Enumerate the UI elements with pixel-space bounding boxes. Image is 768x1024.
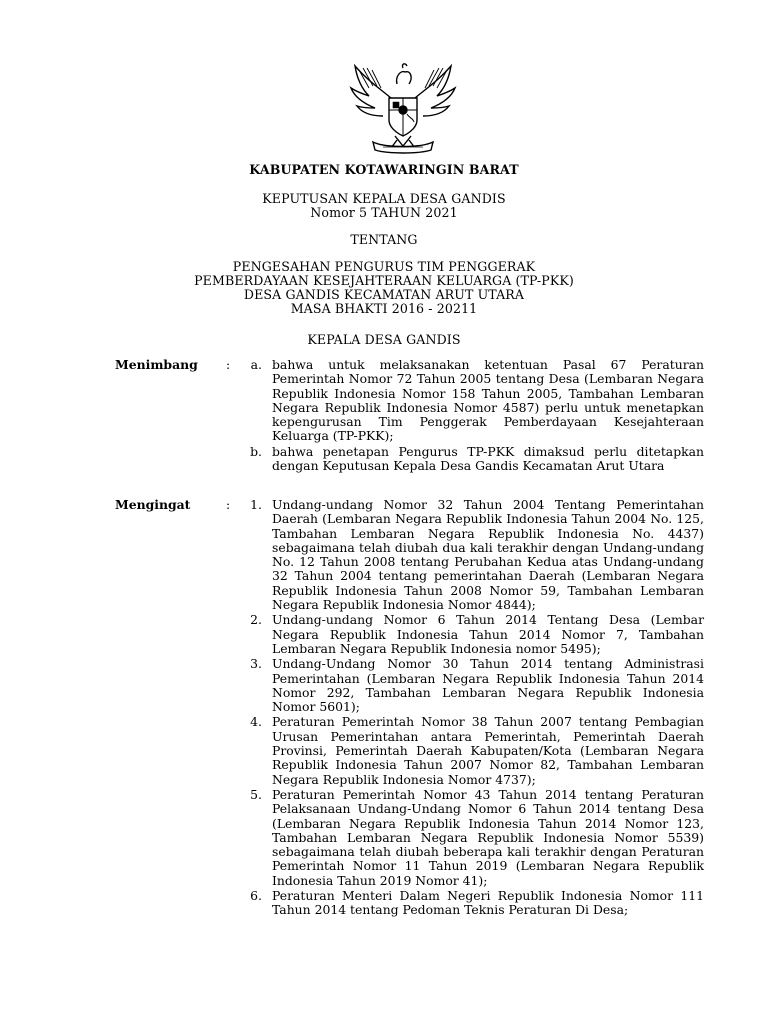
item-number: 1. xyxy=(250,497,262,512)
recalling-item xyxy=(250,612,704,656)
subject-line-4: MASA BHAKTI 2016 - 20211 xyxy=(290,301,478,316)
item-number: 3. xyxy=(250,656,262,672)
recalling-colon: : xyxy=(226,497,231,512)
item-text: Undang-undang Nomor 32 Tahun 2004 Tentang Pemerintahan Daerah (Lembaran Negara Republik Indonesia Tahun 2004 No. 125, Tambahan Lembaran Negara Republik Indonesia No. 4437) sebagaimana telah diubah dua kali terakhir dengan Undang-undang No. 12 Tahun 2008 tentang Perubahan Kedua atas Undang-undang 32 Tahun 2004 tentang pemerintahan Daerah (Lembaran Negara Republik Indonesia Tahun 2008 Nomor 59, Tambahan Lembaran Negara Republik Indonesia Nomor 4844); xyxy=(272,497,704,613)
recalling-item xyxy=(250,888,704,918)
item-text: Undang-Undang Nomor 30 Tahun 2014 tentang Administrasi Pemerintahan (Lembaran Negara Republik Indonesia Tahun 2014 Nomor 292, Tambahan Lembaran Negara Republik Indonesia Nomor 5601); xyxy=(272,656,704,715)
item-number: 4. xyxy=(250,714,262,730)
issuer-title: KEPALA DESA GANDIS xyxy=(307,332,461,347)
about-heading: TENTANG xyxy=(350,232,418,247)
recalling-item xyxy=(250,497,704,613)
item-number: 5. xyxy=(250,786,262,802)
item-text: Undang-undang Nomor 6 Tahun 2014 Tentang Desa (Lembar Negara Republik Indonesia Tahun 2014 Nomor 7, Tambahan Lembaran Negara Republik Indonesia nomor 5495); xyxy=(272,612,704,656)
decree-title: KEPUTUSAN KEPALA DESA GANDIS xyxy=(262,191,506,206)
item-number: 6. xyxy=(250,888,262,904)
considering-label: Menimbang xyxy=(115,357,198,372)
recalling-item xyxy=(250,786,704,888)
item-text: Peraturan Menteri Dalam Negeri Republik Indonesia Nomor 111 Tahun 2014 tentang Pedoman Teknis Peraturan Di Desa; xyxy=(272,888,704,918)
subject-line-2: PEMBERDAYAAN KESEJAHTERAAN KELUARGA (TP-PKK) xyxy=(194,273,574,288)
item-text: bahwa penetapan Pengurus TP-PKK dimaksud perlu ditetapkan dengan Keputusan Kepala Desa Gandis Kecamatan Arut Utara xyxy=(272,443,704,474)
decree-heading xyxy=(0,192,768,220)
subject-line-1: PENGESAHAN PENGURUS TIM PENGGERAK xyxy=(232,259,536,274)
considering-item xyxy=(250,443,704,474)
recalling-section xyxy=(115,498,705,919)
considering-section xyxy=(115,358,705,474)
decree-number: Nomor 5 TAHUN 2021 xyxy=(310,205,458,220)
recalling-item xyxy=(250,714,704,787)
item-number: a. xyxy=(250,357,262,372)
regency-title: KABUPATEN KOTAWARINGIN BARAT xyxy=(249,162,519,177)
item-text: Peraturan Pemerintah Nomor 38 Tahun 2007 tentang Pembagian Urusan Pemerintahan antara Pemerintah, Pemerintah Daerah Provinsi, Pemerintah Daerah Kabupaten/Kota (Lembaran Negara Republik Indonesia Tahun 2007 Nomor 82, Tambahan Lembaran Negara Republik Indonesia Nomor 4737); xyxy=(272,714,704,787)
subject-line-3: DESA GANDIS KECAMATAN ARUT UTARA xyxy=(243,287,525,302)
recalling-label: Mengingat xyxy=(115,497,191,512)
item-number: 2. xyxy=(250,612,262,628)
item-text: Peraturan Pemerintah Nomor 43 Tahun 2014 tentang Peraturan Pelaksanaan Undang-Undang Nomor 6 Tahun 2014 tentang Desa (Lembaran Negara Republik Indonesia Tahun 2014 Nomor 123, Tambahan Lembaran Negara Republik Indonesia Nomor 5539) sebagaimana telah diubah beberapa kali terakhir dengan Peraturan Pemerintah Nomor 11 Tahun 2019 (Lembaran Negara Republik Indonesia Tahun 2019 Nomor 41); xyxy=(272,786,704,888)
item-text: bahwa untuk melaksanakan ketentuan Pasal 67 Peraturan Pemerintah Nomor 72 Tahun 2005 tentang Desa (Lembaran Negara Republik Indonesia Nomor 158 Tahun 2005, Tambahan Lembaran Negara Republik Indonesia Nomor 4587) perlu untuk menetapkan kepengurusan Tim Penggerak Pemberdayaan Kesejahteraan Keluarga (TP-PKK); xyxy=(272,357,704,444)
decree-subject xyxy=(0,260,768,316)
garuda-emblem-icon xyxy=(339,58,467,154)
item-number: b. xyxy=(250,443,262,459)
recalling-item xyxy=(250,656,704,715)
considering-colon: : xyxy=(226,357,231,372)
considering-item xyxy=(250,357,704,444)
